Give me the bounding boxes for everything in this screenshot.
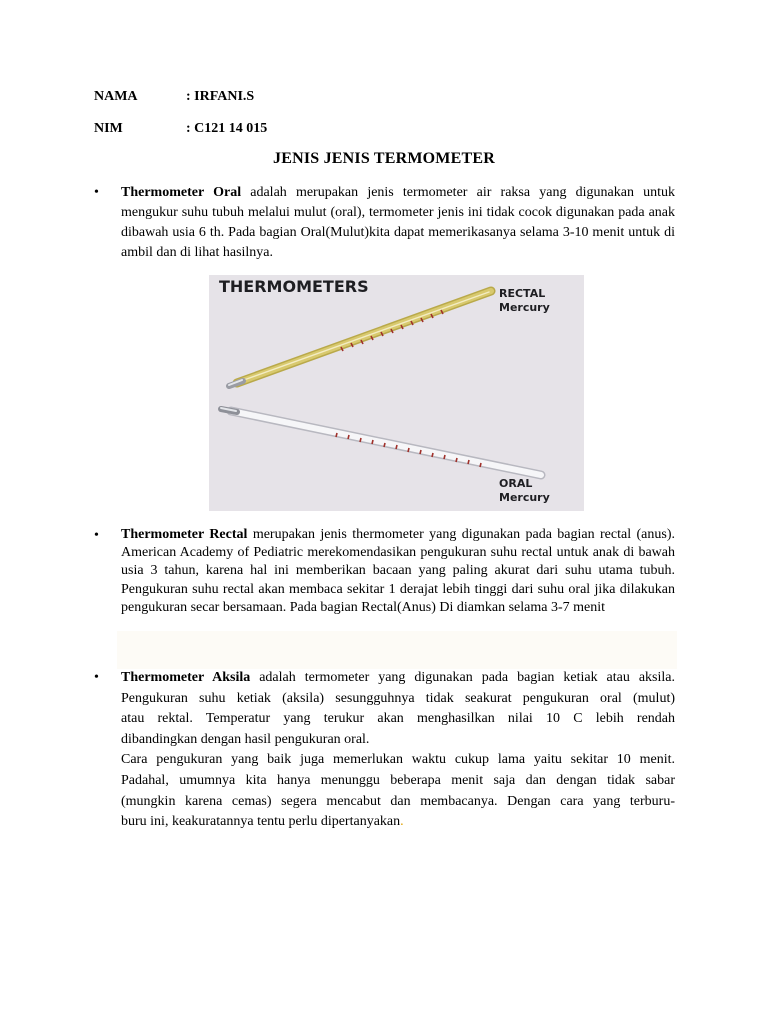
aksila-term: Thermometer Aksila (121, 670, 251, 685)
aksila-line: Pengukuran suhu ketiak (aksila) sesungguhnya tidak seakurat pengukuran oral (mulut) (121, 690, 675, 706)
rectal-term: Thermometer Rectal (121, 527, 248, 542)
aksila-line: atau rektal. Temperatur yang terukur akan menghasilkan nilai 10 C lebih rendah (121, 711, 675, 727)
aksila-line: dibandingkan dengan hasil pengukuran oral. (121, 731, 370, 747)
end-mark: . (400, 814, 404, 830)
image-label-oral: ORAL (499, 477, 533, 490)
image-label-rectal-mercury: Mercury (499, 301, 550, 314)
aksila-line (121, 812, 675, 833)
section-spacer (117, 631, 677, 669)
document-title: JENIS JENIS TERMOMETER (273, 150, 495, 167)
bullet-icon: • (94, 670, 99, 685)
image-heading: THERMOMETERS (219, 277, 369, 296)
image-label-oral-mercury: Mercury (499, 491, 550, 504)
oral-description: adalah merupakan jenis termometer air raksa yang digunakan untuk mengukur suhu tubuh melalui mulut (oral), termometer jenis ini tidak cocok digunakan pada anak dibawah usia 6 th. Pada bagian Oral(Mulut)kita dapat memerikasanya selama 3-10 menit untuk di ambil dan di lihat hasilnya. (121, 185, 675, 260)
thermometers-image (209, 275, 584, 511)
nim-label: NIM (94, 121, 123, 136)
aksila-paragraph (121, 668, 675, 833)
name-value: : IRFANI.S (186, 89, 255, 104)
oral-paragraph (121, 183, 675, 263)
aksila-line: Cara pengukuran yang baik juga memerlukan waktu cukup lama yaitu sekitar 10 menit. (121, 752, 675, 768)
rectal-paragraph (121, 526, 675, 617)
oral-term: Thermometer Oral (121, 185, 242, 200)
bullet-icon: • (94, 185, 99, 200)
image-label-rectal: RECTAL (499, 287, 546, 300)
thermometers-illustration (209, 275, 584, 511)
aksila-line (121, 668, 675, 689)
nim-value: : C121 14 015 (186, 121, 268, 136)
aksila-line: Padahal, umumnya kita hanya menunggu beberapa menit saja dan dengan tidak sabar (121, 772, 675, 788)
aksila-text: adalah termometer yang digunakan pada bagian ketiak atau aksila. (250, 670, 675, 685)
rectal-description: merupakan jenis thermometer yang digunakan pada bagian rectal (anus). American Academy of Pediatric merekomendasikan pengukuran suhu rectal untuk anak di bawah usia 3 tahun, karena hal ini memberikan bacaan yang paling akurat dari suhu utama tubuh. Pengukuran suhu rectal akan membaca sekitar 1 derajat lebih tinggi dari suhu oral jika dilakukan pengukuran secar bersamaan. Pada bagian Rectal(Anus) Di diamkan selama 3-7 menit (121, 527, 675, 615)
aksila-final-text: buru ini, keakuratannya tentu perlu dipertanyakan (121, 814, 401, 830)
name-label: NAMA (94, 89, 138, 104)
aksila-line: (mungkin karena cemas) segera mencabut dan membacanya. Dengan cara yang terburu- (121, 793, 675, 809)
bullet-icon: • (94, 528, 99, 543)
